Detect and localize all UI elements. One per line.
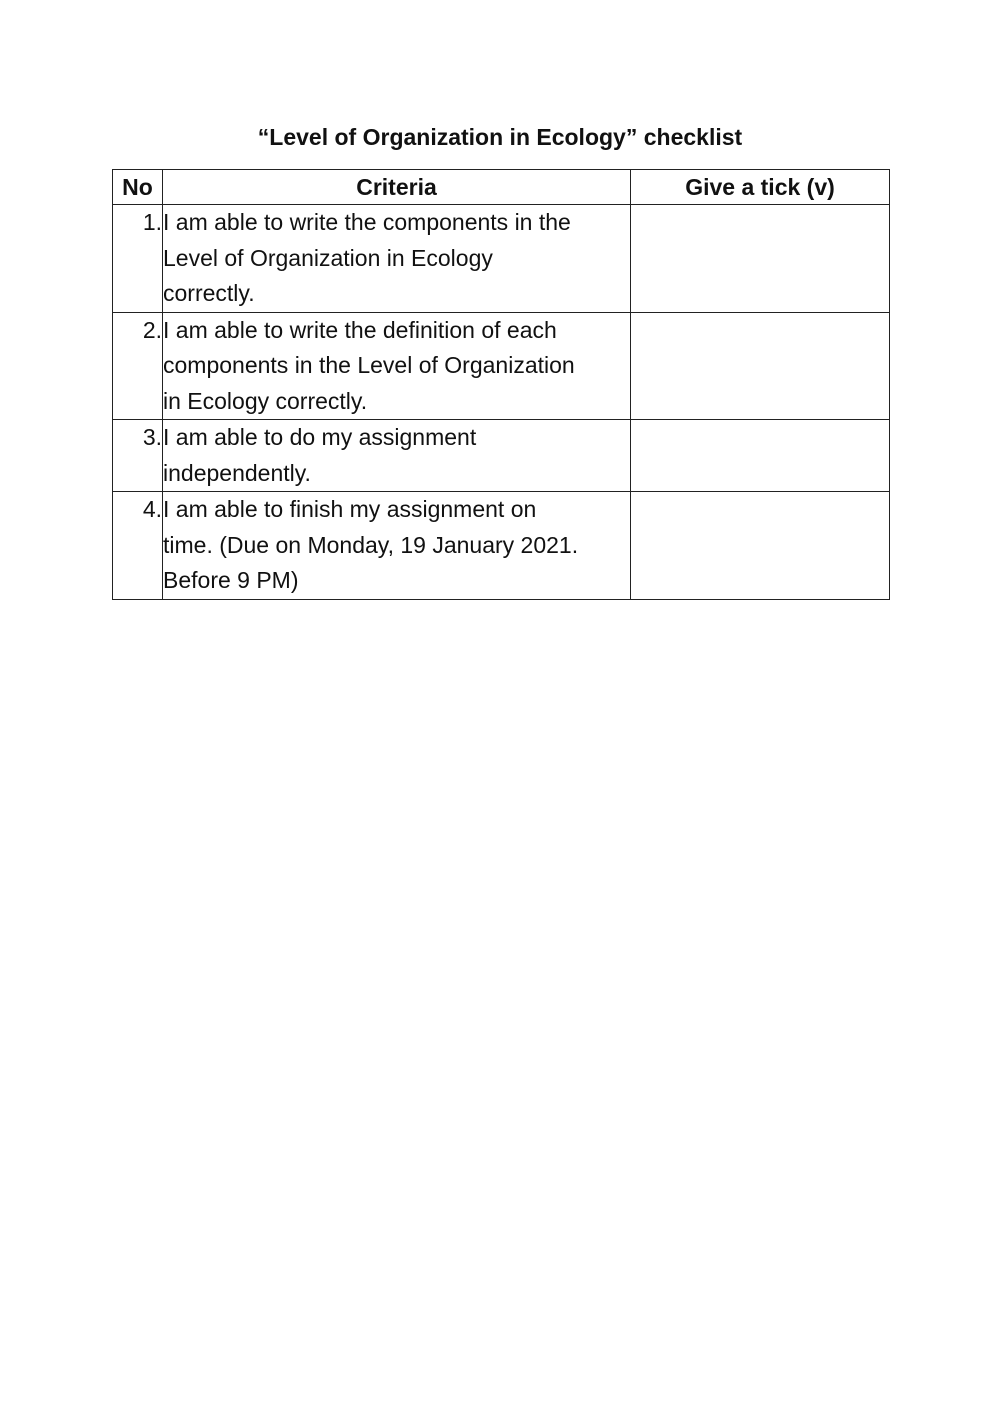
table-row (113, 492, 890, 600)
row-criteria (163, 420, 631, 492)
criteria-line: I am able to write the definition of each (163, 316, 557, 343)
header-row (113, 170, 890, 205)
table-row (113, 420, 890, 492)
row-number: 3. (113, 420, 163, 492)
criteria-line: in Ecology correctly. (163, 387, 368, 414)
header-criteria: Criteria (163, 170, 631, 205)
criteria-line: time. (Due on Monday, 19 January 2021. (163, 531, 579, 558)
table-row (113, 312, 890, 420)
row-number: 1. (113, 205, 163, 313)
row-criteria (163, 492, 631, 600)
tick-cell[interactable] (631, 492, 890, 600)
criteria-line: I am able to finish my assignment on (163, 496, 537, 522)
tick-cell[interactable] (631, 420, 890, 492)
row-criteria (163, 205, 631, 313)
criteria-line: correctly. (163, 280, 255, 306)
row-number: 4. (113, 492, 163, 600)
checklist-table (112, 169, 890, 600)
page-title: “Level of Organization in Ecology” checklist (257, 124, 743, 150)
criteria-line: I am able to do my assignment (163, 424, 477, 450)
table-row (113, 205, 890, 313)
criteria-line: Level of Organization in Ecology (163, 244, 493, 271)
criteria-line: components in the Level of Organization (163, 352, 575, 378)
tick-cell[interactable] (631, 312, 890, 420)
criteria-line: I am able to write the components in the (163, 209, 571, 235)
criteria-line: independently. (163, 459, 311, 486)
row-criteria (163, 312, 631, 420)
row-number: 2. (113, 312, 163, 420)
criteria-line: Before 9 PM) (163, 567, 299, 593)
tick-cell[interactable] (631, 205, 890, 313)
header-no: No (113, 170, 163, 205)
header-tick: Give a tick (v) (631, 170, 890, 205)
